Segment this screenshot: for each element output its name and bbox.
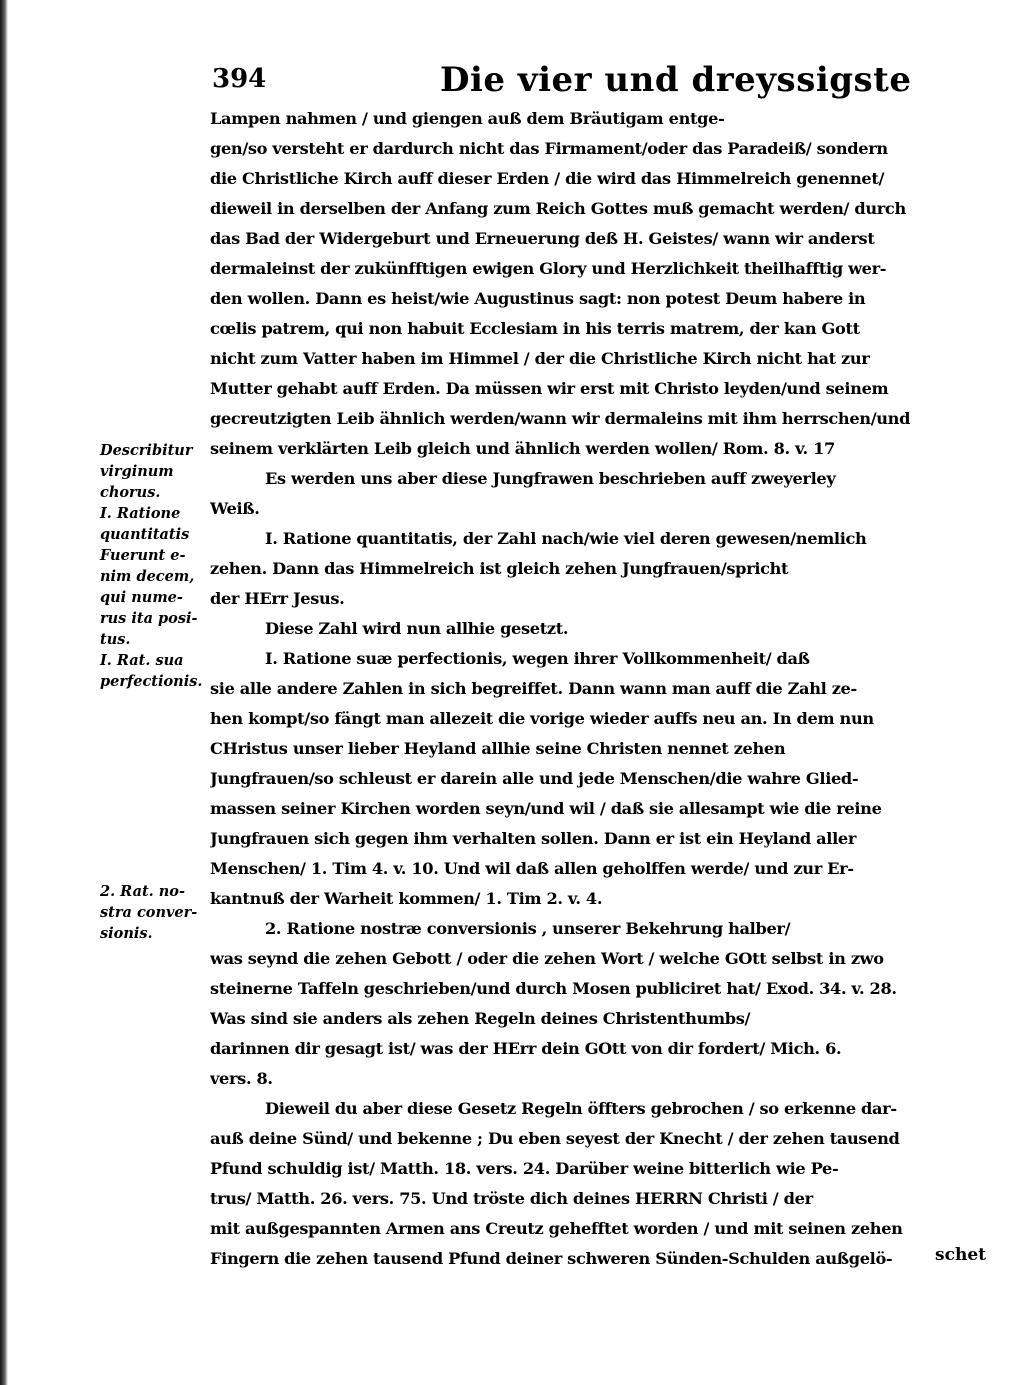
- text-line: Jungfrauen sich gegen ihm verhalten sollen. Dann er ist ein Heyland aller: [210, 829, 857, 848]
- text-line: das Bad der Widergeburt und Erneuerung deß H. Geistes/ wann wir anderst: [210, 229, 875, 248]
- text-line: den wollen. Dann es heist/wie Augustinus sagt: non potest Deum habere in: [210, 289, 866, 308]
- margin-notes: [100, 440, 206, 944]
- text-line: mit außgespannten Armen ans Creutz gehefftet worden / und mit seinen zehen: [210, 1219, 903, 1238]
- margin-note-line: qui nume-: [100, 589, 183, 606]
- margin-note-line: quantitatis: [100, 526, 190, 543]
- margin-note-line: I. Ratione: [100, 505, 181, 522]
- text-line: Mutter gehabt auff Erden. Da müssen wir erst mit Christo leyden/und seinem: [210, 379, 889, 398]
- margin-note-line: perfectionis.: [100, 673, 203, 690]
- margin-note-line: 2. Rat. no-: [100, 883, 185, 900]
- text-line: I. Ratione suæ perfectionis, wegen ihrer Vollkommenheit/ daß: [265, 649, 810, 668]
- catchword: schet: [935, 1245, 986, 1265]
- text-line: Pfund schuldig ist/ Matth. 18. vers. 24. Darüber weine bitterlich wie Pe-: [210, 1159, 839, 1178]
- page-header: [212, 60, 992, 100]
- text-line: massen seiner Kirchen worden seyn/und wil / daß sie allesampt wie die reine: [210, 799, 882, 818]
- text-line: seinem verklärten Leib gleich und ähnlich werden wollen/ Rom. 8. v. 17: [210, 439, 835, 458]
- text-line: zehen. Dann das Himmelreich ist gleich zehen Jungfrauen/spricht: [210, 559, 789, 578]
- text-line: Fingern die zehen tausend Pfund deiner schweren Sünden-Schulden außgelö-: [210, 1249, 893, 1268]
- running-head: Die vier und dreyssigste: [440, 60, 912, 100]
- text-line: 2. Ratione nostræ conversionis , unserer Bekehrung halber/: [265, 919, 791, 938]
- text-line: kantnuß der Warheit kommen/ 1. Tim 2. v. 4.: [210, 889, 603, 908]
- margin-note-line: [100, 818, 206, 839]
- margin-note-line: virginum: [100, 463, 174, 480]
- text-line: dieweil in derselben der Anfang zum Reich Gottes muß gemacht werden/ durch: [210, 199, 906, 218]
- page-number: 394: [212, 64, 267, 94]
- text-line: die Christliche Kirch auff dieser Erden / die wird das Himmelreich genennet/: [210, 169, 885, 188]
- text-line: dermaleinst der zukünfftigen ewigen Glory und Herzlichkeit theilhafftig wer-: [210, 259, 887, 278]
- text-line: hen kompt/so fängt man allezeit die vorige wieder auffs neu an. In dem nun: [210, 709, 874, 728]
- margin-note-line: [100, 776, 206, 797]
- margin-note-line: [100, 839, 206, 860]
- margin-note-line: [100, 860, 206, 881]
- text-line: Was sind sie anders als zehen Regeln deines Christenthumbs/: [210, 1009, 751, 1028]
- text-line: darinnen dir gesagt ist/ was der HErr dein GOtt von dir fordert/ Mich. 6.: [210, 1039, 842, 1058]
- margin-note-line: sionis.: [100, 925, 153, 942]
- margin-note-line: I. Rat. sua: [100, 652, 184, 669]
- margin-note-line: rus ita posi-: [100, 610, 198, 627]
- body-text: [210, 104, 992, 1274]
- text-line: Menschen/ 1. Tim 4. v. 10. Und wil daß allen geholffen werde/ und zur Er-: [210, 859, 854, 878]
- text-line: sie alle andere Zahlen in sich begreiffet. Dann wann man auff die Zahl ze-: [210, 679, 857, 698]
- margin-note-line: nim decem,: [100, 568, 195, 585]
- text-line: Diese Zahl wird nun allhie gesetzt.: [265, 619, 569, 638]
- text-line: Weiß.: [210, 499, 260, 518]
- margin-note-line: stra conver-: [100, 904, 198, 921]
- text-line: was seynd die zehen Gebott / oder die zehen Wort / welche GOtt selbst in zwo: [210, 949, 884, 968]
- page-edge-shadow: [0, 0, 8, 1385]
- text-line: nicht zum Vatter haben im Himmel / der die Christliche Kirch nicht hat zur: [210, 349, 870, 368]
- margin-note-line: [100, 755, 206, 776]
- text-line: Lampen nahmen / und giengen auß dem Bräutigam entge-: [210, 109, 725, 128]
- margin-note-line: Describitur: [100, 442, 193, 459]
- text-line: trus/ Matth. 26. vers. 75. Und tröste dich deines HERRN Christi / der: [210, 1189, 813, 1208]
- margin-note-line: Fuerunt e-: [100, 547, 186, 564]
- text-line: Dieweil du aber diese Gesetz Regeln öffters gebrochen / so erkenne dar-: [265, 1099, 897, 1118]
- text-line: Jungfrauen/so schleust er darein alle und jede Menschen/die wahre Glied-: [210, 769, 859, 788]
- text-line: vers. 8.: [210, 1069, 273, 1088]
- text-line: I. Ratione quantitatis, der Zahl nach/wie viel deren gewesen/nemlich: [265, 529, 867, 548]
- text-line: gecreutzigten Leib ähnlich werden/wann wir dermaleins mit ihm herrschen/und: [210, 409, 911, 428]
- text-line: gen/so versteht er dardurch nicht das Firmament/oder das Paradeiß/ sondern: [210, 139, 888, 158]
- text-line: auß deine Sünd/ und bekenne ; Du eben seyest der Knecht / der zehen tausend: [210, 1129, 900, 1148]
- text-line: CHristus unser lieber Heyland allhie seine Christen nennet zehen: [210, 739, 786, 758]
- text-line: Es werden uns aber diese Jungfrawen beschrieben auff zweyerley: [265, 469, 836, 488]
- text-line: cœlis patrem, qui non habuit Ecclesiam in his terris matrem, der kan Gott: [210, 319, 860, 338]
- margin-note-line: [100, 713, 206, 734]
- margin-note-line: [100, 692, 206, 713]
- margin-note-line: tus.: [100, 631, 131, 648]
- margin-note-line: chorus.: [100, 484, 161, 501]
- margin-note-line: [100, 734, 206, 755]
- text-line: der HErr Jesus.: [210, 589, 345, 608]
- margin-note-line: [100, 797, 206, 818]
- text-line: steinerne Taffeln geschrieben/und durch Mosen publiciret hat/ Exod. 34. v. 28.: [210, 979, 897, 998]
